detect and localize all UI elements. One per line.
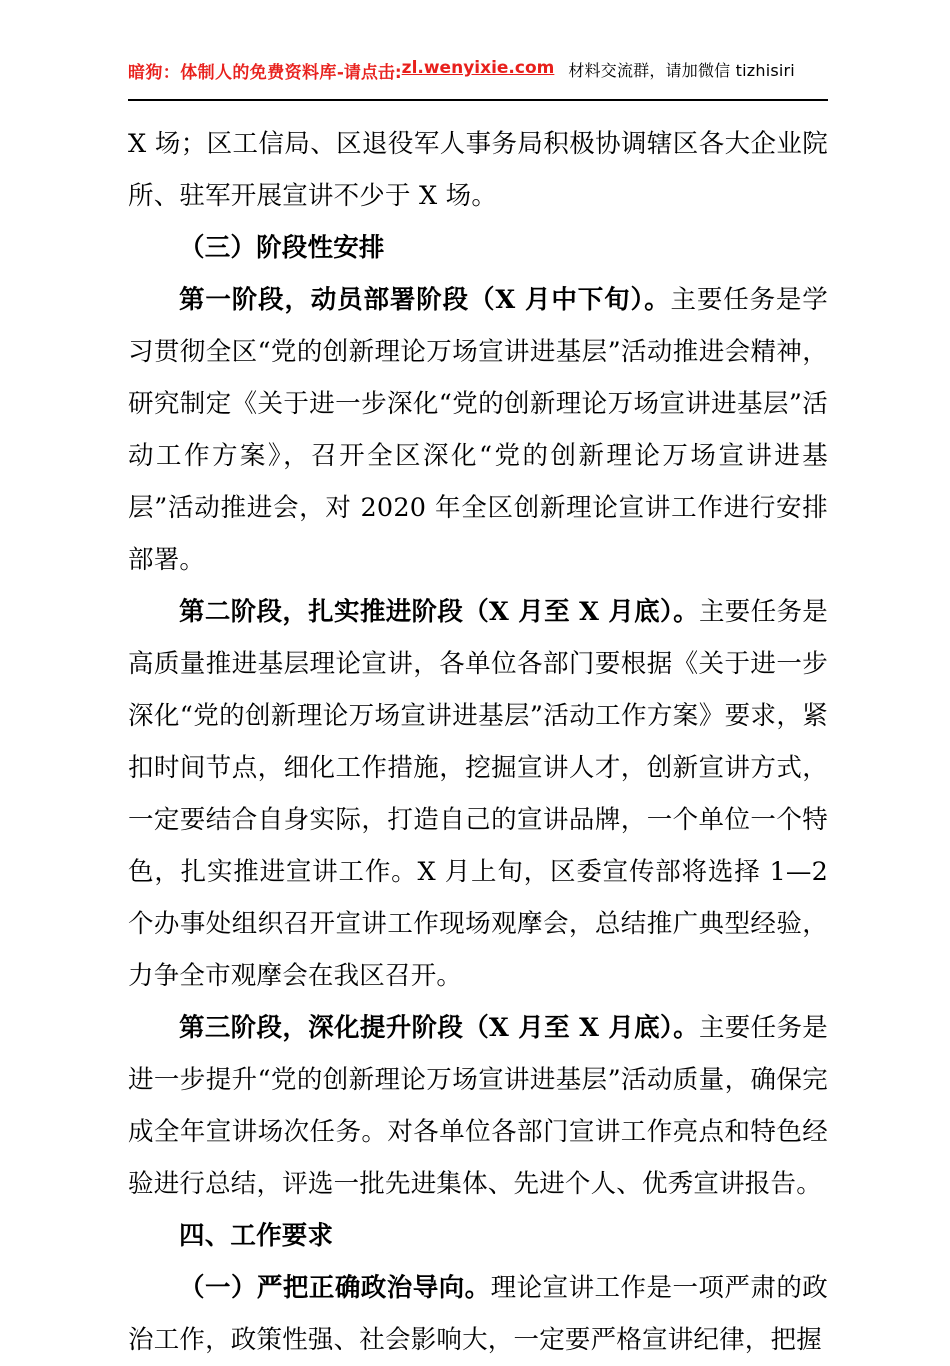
site-url-link[interactable]: zl.wenyixie.com — [401, 58, 555, 78]
paragraph — [128, 118, 828, 222]
paragraph — [128, 274, 828, 586]
paragraph-text-run: X 场；区工信局、区退役军人事务局积极协调辖区各大企业院所、驻军开展宣讲不少于 X 场。 — [128, 129, 828, 211]
paragraph-heading-run: 第二阶段，扎实推进阶段（X 月至 X 月底）。 — [179, 597, 699, 627]
paragraph — [128, 1210, 828, 1262]
paragraph — [128, 586, 828, 1002]
paragraph-heading-run: 四、工作要求 — [179, 1221, 334, 1251]
paragraph-text-run: 主要任务是高质量推进基层理论宣讲，各单位各部门要根据《关于进一步深化“党的创新理论万场宣讲进基层”活动工作方案》要求，紧扣时间节点，细化工作措施，挖掘宣讲人才，创新宣讲方式，一定要结合自身实际，打造自己的宣讲品牌，一个单位一个特色，扎实推进宣讲工作。X 月上旬，区委宣传部将选择 1—2 个办事处组织召开宣讲工作现场观摩会，总结推广典型经验，力争全市观摩会在我区召开。 — [128, 597, 828, 991]
paragraph-text-run: 主要任务是学习贯彻全区“党的创新理论万场宣讲进基层”活动推进会精神，研究制定《关于进一步深化“党的创新理论万场宣讲进基层”活动工作方案》，召开全区深化“党的创新理论万场宣讲进基层”活动推进会，对 2020 年全区创新理论宣讲工作进行安排部署。 — [128, 285, 828, 575]
paragraph-heading-run: （一）严把正确政治导向。 — [179, 1273, 491, 1303]
paragraph-text-run: 理论宣讲工作是一项严肃的政治工作，政策性强、社会影响大，一定要严格宣讲纪律，把握 — [128, 1273, 828, 1355]
site-brand-label: 暗狗：体制人的免费资料库 — [128, 63, 337, 83]
click-prompt-label: -请点击: — [336, 63, 402, 83]
paragraph — [128, 1262, 828, 1366]
paragraph-heading-run: 第三阶段，深化提升阶段（X 月至 X 月底）。 — [179, 1013, 699, 1043]
header-divider — [128, 99, 828, 101]
paragraph-heading-run: 第一阶段，动员部署阶段（X 月中下旬）。 — [179, 285, 671, 315]
paragraph-heading-run: （三）阶段性安排 — [179, 233, 385, 263]
paragraph-text-run: 主要任务是进一步提升“党的创新理论万场宣讲进基层”活动质量，确保完成全年宣讲场次任务。对各单位各部门宣讲工作亮点和特色经验进行总结，评选一批先进集体、先进个人、优秀宣讲报告。 — [128, 1013, 828, 1199]
paragraph — [128, 222, 828, 274]
document-body — [128, 118, 828, 1366]
wechat-note-label: 材料交流群，请加微信 tizhisiri — [568, 61, 795, 80]
paragraph — [128, 1002, 828, 1210]
